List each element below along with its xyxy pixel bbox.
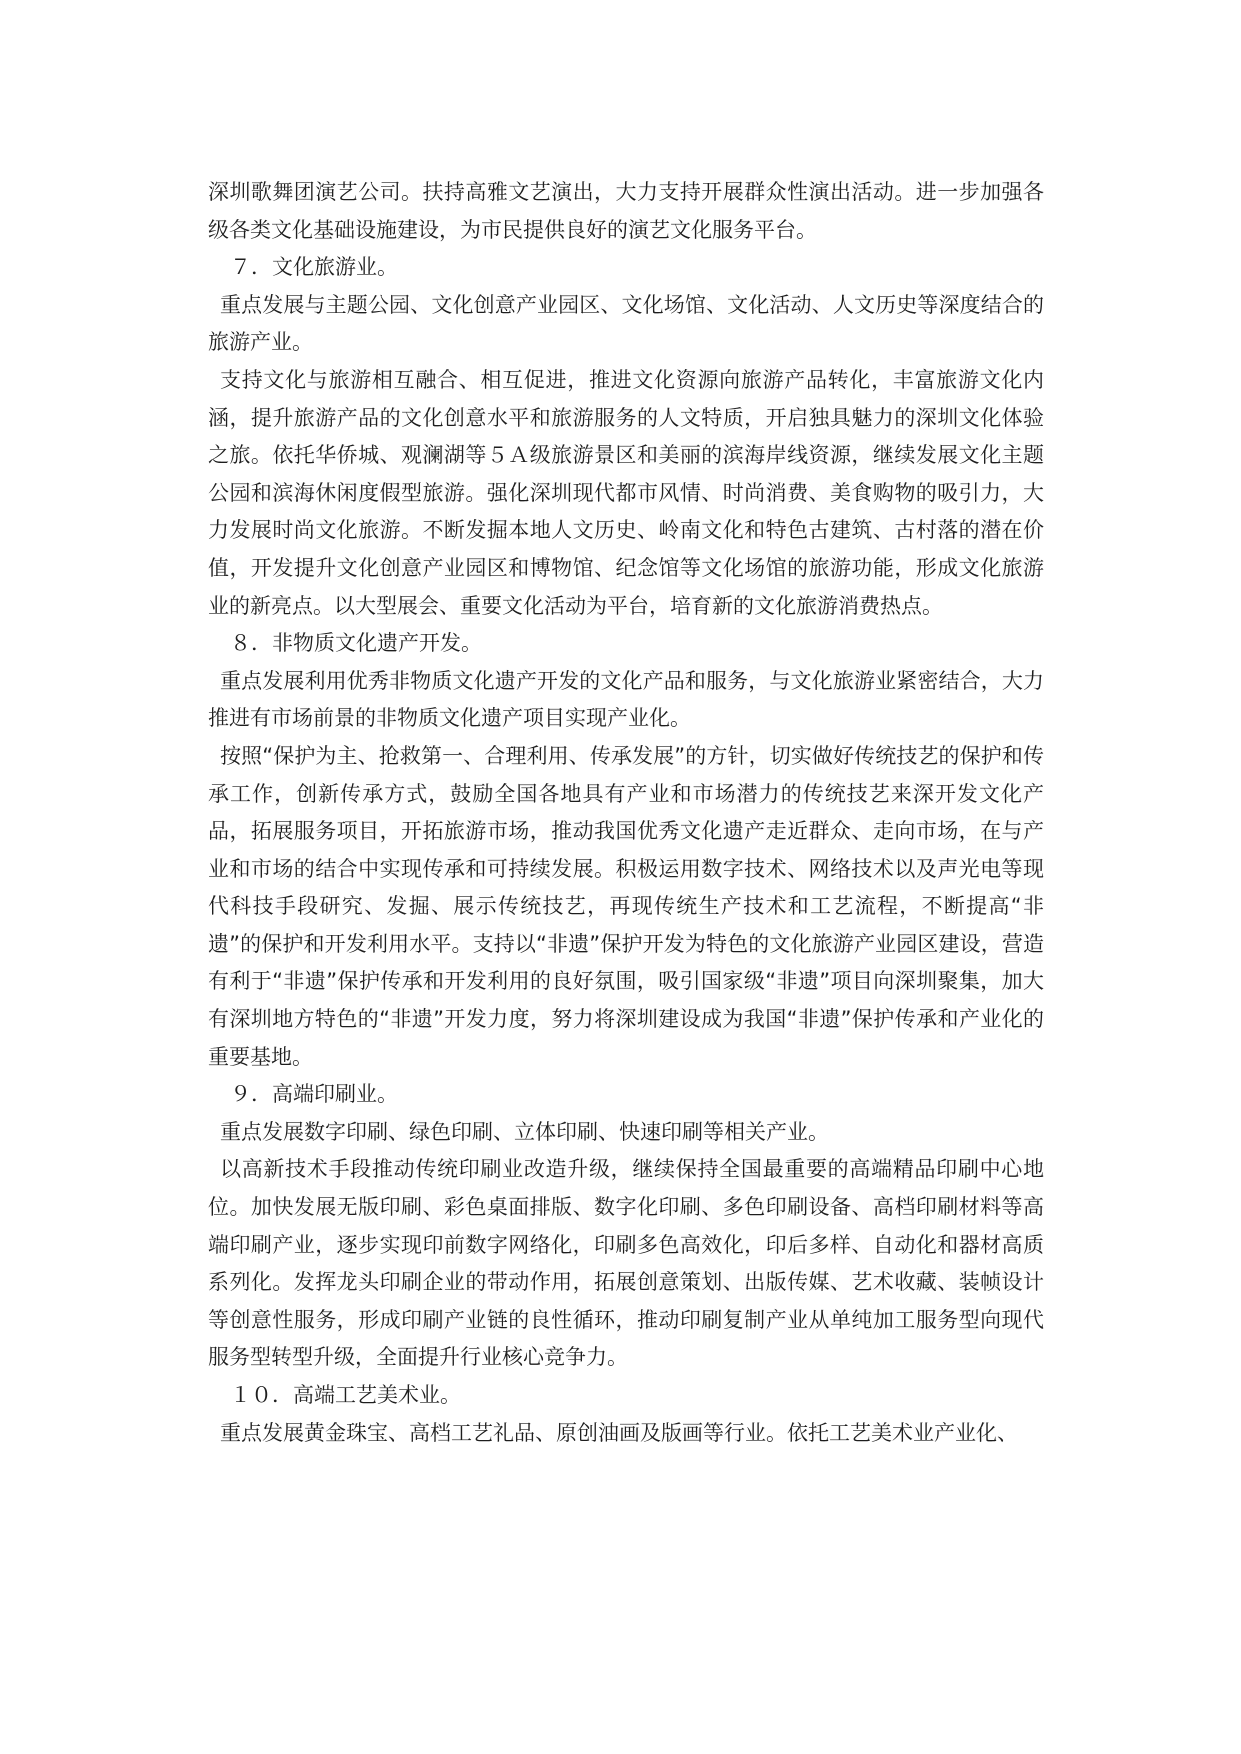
paragraph: 重点发展黄金珠宝、高档工艺礼品、原创油画及版画等行业。依托工艺美术业产业化、 — [220, 1420, 1018, 1445]
section-heading-high-end-printing: ９．高端印刷业。 — [230, 1082, 398, 1107]
section-heading-cultural-tourism: ７．文化旅游业。 — [230, 255, 398, 280]
paragraph: 以高新技术手段推动传统印刷业改造升级，继续保持全国最重要的高端精品印刷中心地位。加快发展无版印刷、彩色桌面排版、数字化印刷、多色印刷设备、高档印刷材料等高端印刷产业，逐步实现印前数字网络化，印刷多色高效化，印后多样、自动化和器材高质系列化。发挥龙头印刷企业的带动作用，拓展创意策划、出版传媒、艺术收藏、装帧设计等创意性服务，形成印刷产业链的良性循环，推动印刷复制产业从单纯加工服务型向现代服务型转型升级，全面提升行业核心竞争力。 — [208, 1157, 1044, 1370]
paragraph: 支持文化与旅游相互融合、相互促进，推进文化资源向旅游产品转化，丰富旅游文化内涵，提升旅游产品的文化创意水平和旅游服务的人文特质，开启独具魅力的深圳文化体验之旅。依托华侨城、观澜湖等５Ａ级旅游景区和美丽的滨海岸线资源，继续发展文化主题公园和滨海休闲度假型旅游。强化深圳现代都市风情、时尚消费、美食购物的吸引力，大力发展时尚文化旅游。不断发掘本地人文历史、岭南文化和特色古建筑、古村落的潜在价值，开发提升文化创意产业园区和博物馆、纪念馆等文化场馆的旅游功能，形成文化旅游业的新亮点。以大型展会、重要文化活动为平台，培育新的文化旅游消费热点。 — [208, 367, 1044, 618]
paragraph: 重点发展数字印刷、绿色印刷、立体印刷、快速印刷等相关产业。 — [220, 1119, 829, 1144]
section-heading-intangible-heritage: ８．非物质文化遗产开发。 — [230, 631, 482, 656]
paragraph: 按照“保护为主、抢救第一、合理利用、传承发展”的方针，切实做好传统技艺的保护和传承工作，创新传承方式，鼓励全国各地具有产业和市场潜力的传统技艺来深开发文化产品，拓展服务项目，开拓旅游市场，推动我国优秀文化遗产走近群众、走向市场，在与产业和市场的结合中实现传承和可持续发展。积极运用数字技术、网络技术以及声光电等现代科技手段研究、发掘、展示传统技艺，再现传统生产技术和工艺流程，不断提高“非遗”的保护和开发利用水平。支持以“非遗”保护开发为特色的文化旅游产业园区建设，营造有利于“非遗”保护传承和开发利用的良好氛围，吸引国家级“非遗”项目向深圳聚集，加大有深圳地方特色的“非遗”开发力度，努力将深圳建设成为我国“非遗”保护传承和产业化的重要基地。 — [208, 743, 1044, 1069]
section-heading-arts-and-crafts: １０．高端工艺美术业。 — [230, 1383, 461, 1407]
paragraph: 重点发展与主题公园、文化创意产业园区、文化场馆、文化活动、人文历史等深度结合的旅游产业。 — [208, 292, 1044, 355]
continued-paragraph: 深圳歌舞团演艺公司。扶持高雅文艺演出，大力支持开展群众性演出活动。进一步加强各级各类文化基础设施建设，为市民提供良好的演艺文化服务平台。 — [208, 180, 1044, 242]
paragraph: 重点发展利用优秀非物质文化遗产开发的文化产品和服务，与文化旅游业紧密结合，大力推进有市场前景的非物质文化遗产项目实现产业化。 — [208, 668, 1044, 731]
document-body — [208, 174, 1044, 1452]
